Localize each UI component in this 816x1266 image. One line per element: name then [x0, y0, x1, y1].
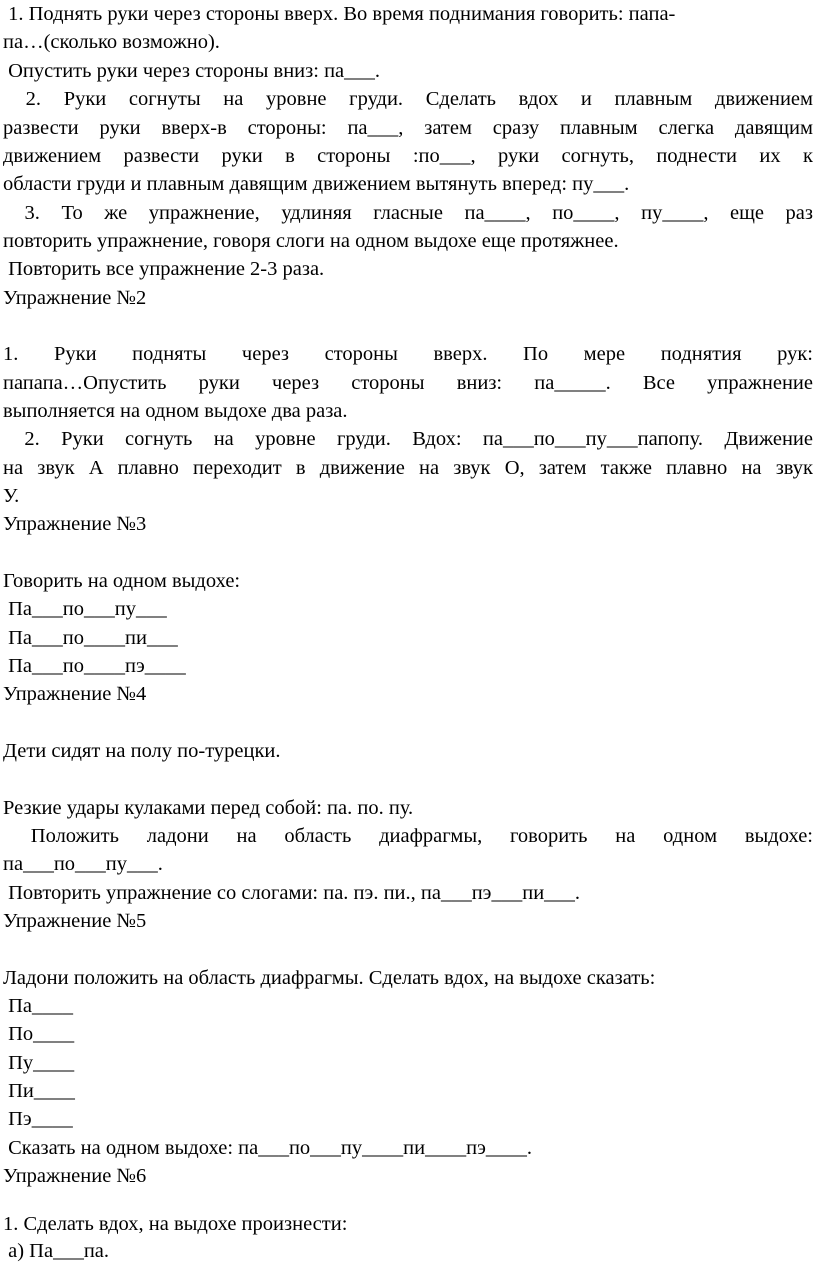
section-heading: Упражнение №2 [3, 287, 147, 309]
text-line: развести руки вверх-в стороны: па___, затем сразу плавным слегка давящим [3, 117, 813, 139]
text-line: Резкие удары кулаками перед собой: па. по. пу. [3, 797, 414, 819]
text-line: а) Па___па. [3, 1240, 110, 1262]
text-line: Па___по____пэ____ [3, 655, 186, 677]
text-line: папапа…Опустить руки через стороны вниз: па_____. Все упражнение [3, 372, 813, 394]
text-line: 3. То же упражнение, удлиняя гласные па____, по____, пу____, еще раз [3, 202, 813, 224]
text-line: повторить упражнение, говоря слоги на одном выдохе еще протяжнее. [3, 230, 619, 252]
text-line: Дети сидят на полу по-турецки. [3, 740, 281, 762]
text-line: Повторить все упражнение 2-3 раза. [3, 258, 325, 280]
text-line: движением развести руки в стороны :по___, руки согнуть, поднести их к [3, 145, 813, 167]
text-line: Пи____ [3, 1080, 75, 1102]
text-line: Пу____ [3, 1052, 75, 1074]
text-line: 1. Сделать вдох, на выдохе произнести: [3, 1213, 348, 1235]
section-heading: Упражнение №6 [3, 1165, 147, 1187]
text-line: Положить ладони на область диафрагмы, говорить на одном выдохе: [3, 825, 813, 847]
text-line: области груди и плавным давящим движением вытянуть вперед: пу___. [3, 173, 630, 195]
text-line: Повторить упражнение со слогами: па. пэ. пи., па___пэ___пи___. [3, 882, 581, 904]
text-line: па…(сколько возможно). [3, 31, 220, 53]
text-line: па___по___пу___. [3, 853, 163, 875]
section-heading: Упражнение №3 [3, 513, 147, 535]
text-line: 1. Руки подняты через стороны вверх. По мере поднятия рук: [3, 343, 813, 365]
text-line: У. [3, 485, 20, 507]
section-heading: Упражнение №4 [3, 683, 147, 705]
text-line: Па___по____пи___ [3, 627, 178, 649]
text-line: По____ [3, 1023, 75, 1045]
text-line: Говорить на одном выдохе: [3, 570, 241, 592]
text-line: 2. Руки согнуты на уровне груди. Сделать вдох и плавным движением [3, 88, 813, 110]
text-line: Пэ____ [3, 1108, 73, 1130]
section-heading: Упражнение №5 [3, 910, 147, 932]
text-line: Опустить руки через стороны вниз: па___. [3, 60, 381, 82]
text-line: Ладони положить на область диафрагмы. Сделать вдох, на выдохе сказать: [3, 967, 656, 989]
text-line: 2. Руки согнуть на уровне груди. Вдох: па___по___пу___папопу. Движение [3, 428, 813, 450]
text-line: на звук А плавно переходит в движение на звук О, затем также плавно на звук [3, 457, 813, 479]
text-line: выполняется на одном выдохе два раза. [3, 400, 348, 422]
text-line: Па____ [3, 995, 74, 1017]
text-line: Па___по___пу___ [3, 598, 167, 620]
text-line: 1. Поднять руки через стороны вверх. Во время поднимания говорить: папа- [3, 3, 676, 25]
text-line: Сказать на одном выдохе: па___по___пу____пи____пэ____. [3, 1137, 532, 1159]
